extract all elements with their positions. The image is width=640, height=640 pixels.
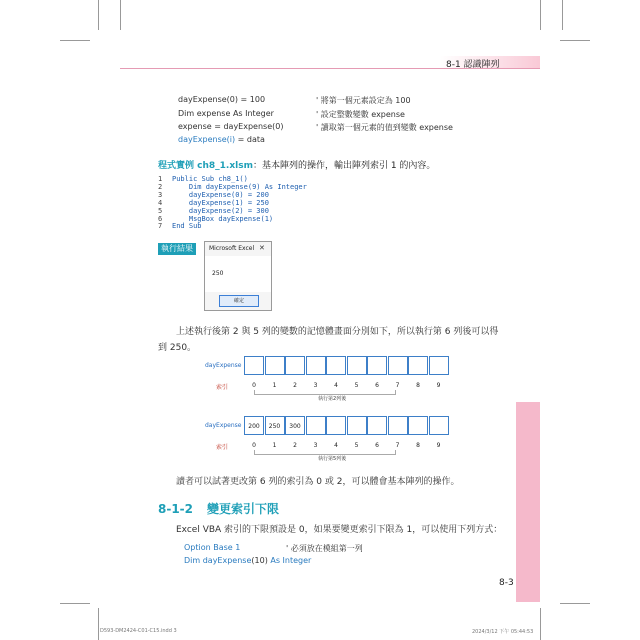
crop-mark <box>540 0 541 30</box>
array-cell <box>347 356 367 375</box>
section-heading <box>158 500 279 517</box>
array-cell <box>429 356 449 375</box>
line-number: 2 <box>158 182 163 191</box>
code-comment: ' 讀取第一個元素的值到變數 expense <box>316 123 453 132</box>
code-comment: ' 將第一個元素設定為 100 <box>316 96 411 105</box>
crop-mark <box>560 603 590 604</box>
index-label: 索引 <box>216 444 229 451</box>
array-index: 3 <box>313 442 318 449</box>
crop-mark <box>540 608 541 640</box>
array-name-label: dayExpense <box>205 362 242 369</box>
array-cell <box>306 356 326 375</box>
code-line: Option Base 1 <box>184 543 241 552</box>
array-cell <box>326 356 346 375</box>
close-icon[interactable]: ✕ <box>259 244 265 252</box>
page-number: 8-3 <box>499 578 514 588</box>
crop-mark <box>98 608 99 640</box>
example-label: 程式實例 ch8_1.xlsm <box>158 161 253 171</box>
result-tag: 執行結果 <box>158 243 196 255</box>
example-heading <box>158 158 435 171</box>
crop-mark <box>60 603 90 604</box>
array-index: 7 <box>395 382 400 389</box>
array-cell <box>265 356 285 375</box>
array-index: 0 <box>252 382 256 389</box>
array-index: 4 <box>334 442 338 449</box>
array-cell: 200 <box>244 416 264 435</box>
example-description: ：基本陣列的操作，輸出陣列索引 1 的內容。 <box>252 161 436 171</box>
array-index: 2 <box>293 382 297 389</box>
array-cell <box>388 416 408 435</box>
line-number: 3 <box>158 190 163 199</box>
code-text: dayExpense(0) = 200 <box>172 190 269 199</box>
array-index: 4 <box>334 382 338 389</box>
code-line <box>178 135 265 144</box>
array-index: 6 <box>375 382 379 389</box>
crop-mark <box>60 40 90 41</box>
array-index: 8 <box>416 442 420 449</box>
array-index: 5 <box>354 442 359 449</box>
running-header: 8-1 認識陣列 <box>446 60 500 70</box>
paragraph-line: 到 250。 <box>158 343 197 353</box>
array-name-label: dayExpense <box>205 422 242 429</box>
line-number: 5 <box>158 206 163 215</box>
footer-file: D593-DM2424-C01-C15.indd 3 <box>100 628 177 634</box>
array-index: 2 <box>293 442 297 449</box>
array-index: 0 <box>252 442 256 449</box>
array-cell <box>367 356 387 375</box>
code-line: dayExpense(0) = 100 <box>178 95 266 104</box>
crop-mark <box>562 0 563 30</box>
array-index: 8 <box>416 382 420 389</box>
msgbox-dialog <box>204 241 272 311</box>
code-type: As Integer <box>270 556 312 565</box>
ok-button[interactable]: 確定 <box>219 295 259 307</box>
paragraph: 讀者可以試著更改第 6 列的索引為 0 或 2，可以體會基本陣列的操作。 <box>176 477 460 487</box>
code-line: expense = dayExpense(0) <box>178 122 284 131</box>
line-number: 7 <box>158 222 163 231</box>
code-listing <box>158 176 307 231</box>
array-cell <box>347 416 367 435</box>
section-number: 8-1-2 <box>158 502 194 516</box>
array-cell <box>367 416 387 435</box>
code-text: End Sub <box>172 222 202 231</box>
code-text: Dim dayExpense(9) As Integer <box>172 182 307 191</box>
array-index: 3 <box>313 382 318 389</box>
dialog-title: Microsoft Excel <box>209 245 255 252</box>
index-label: 索引 <box>216 384 229 391</box>
code-comment: ' 必須放在模組第一列 <box>286 544 363 553</box>
line-number: 6 <box>158 214 163 223</box>
array-cell <box>306 416 326 435</box>
code-keyword: Dim <box>184 556 203 565</box>
paragraph-line: 上述執行後第 2 與 5 列的變數的記憶體畫面分別如下，所以執行第 6 列後可以得 <box>176 327 499 337</box>
array-cell <box>388 356 408 375</box>
code-bounds: (10) <box>251 556 271 565</box>
crop-mark <box>98 0 99 30</box>
line-number: 1 <box>158 175 163 183</box>
code-comment: ' 設定整數變數 expense <box>316 110 405 119</box>
dialog-message: 250 <box>212 270 224 277</box>
array-cell <box>408 416 428 435</box>
footer-timestamp: 2024/3/12 下午 05:44:53 <box>472 629 534 635</box>
array-cell: 250 <box>265 416 285 435</box>
line-number: 4 <box>158 198 163 207</box>
array-cell <box>244 356 264 375</box>
code-text: Public Sub ch8_1() <box>172 175 248 183</box>
array-index: 7 <box>395 442 400 449</box>
crop-mark <box>560 40 590 41</box>
code-text: dayExpense(1) = 250 <box>172 198 269 207</box>
code-variable: dayExpense(i) <box>178 135 236 144</box>
array-index: 5 <box>354 382 359 389</box>
code-assignment: = data <box>235 135 265 144</box>
crop-mark <box>120 0 121 30</box>
chapter-side-tab <box>516 402 540 602</box>
array-index: 1 <box>272 442 277 449</box>
code-line: Dim expense As Integer <box>178 109 274 118</box>
code-text: MsgBox dayExpense(1) <box>172 214 274 223</box>
array-cell <box>326 416 346 435</box>
code-variable: dayExpense <box>202 556 252 565</box>
diagram-caption: 執行第5列後 <box>318 456 347 462</box>
array-cell <box>408 356 428 375</box>
array-index: 1 <box>272 382 277 389</box>
array-cell: 300 <box>285 416 305 435</box>
array-cell <box>285 356 305 375</box>
code-text: dayExpense(2) = 300 <box>172 206 269 215</box>
paragraph: Excel VBA 索引的下限預設是 0，如果要變更索引下限為 1，可以使用下列方式： <box>176 525 503 535</box>
code-line <box>184 556 311 565</box>
array-index: 9 <box>436 382 441 389</box>
section-title: 變更索引下限 <box>207 502 280 516</box>
diagram-caption: 執行第2列後 <box>318 396 347 402</box>
array-cell <box>429 416 449 435</box>
code-listing-line <box>158 223 307 231</box>
array-index: 9 <box>436 442 441 449</box>
array-index: 6 <box>375 442 379 449</box>
